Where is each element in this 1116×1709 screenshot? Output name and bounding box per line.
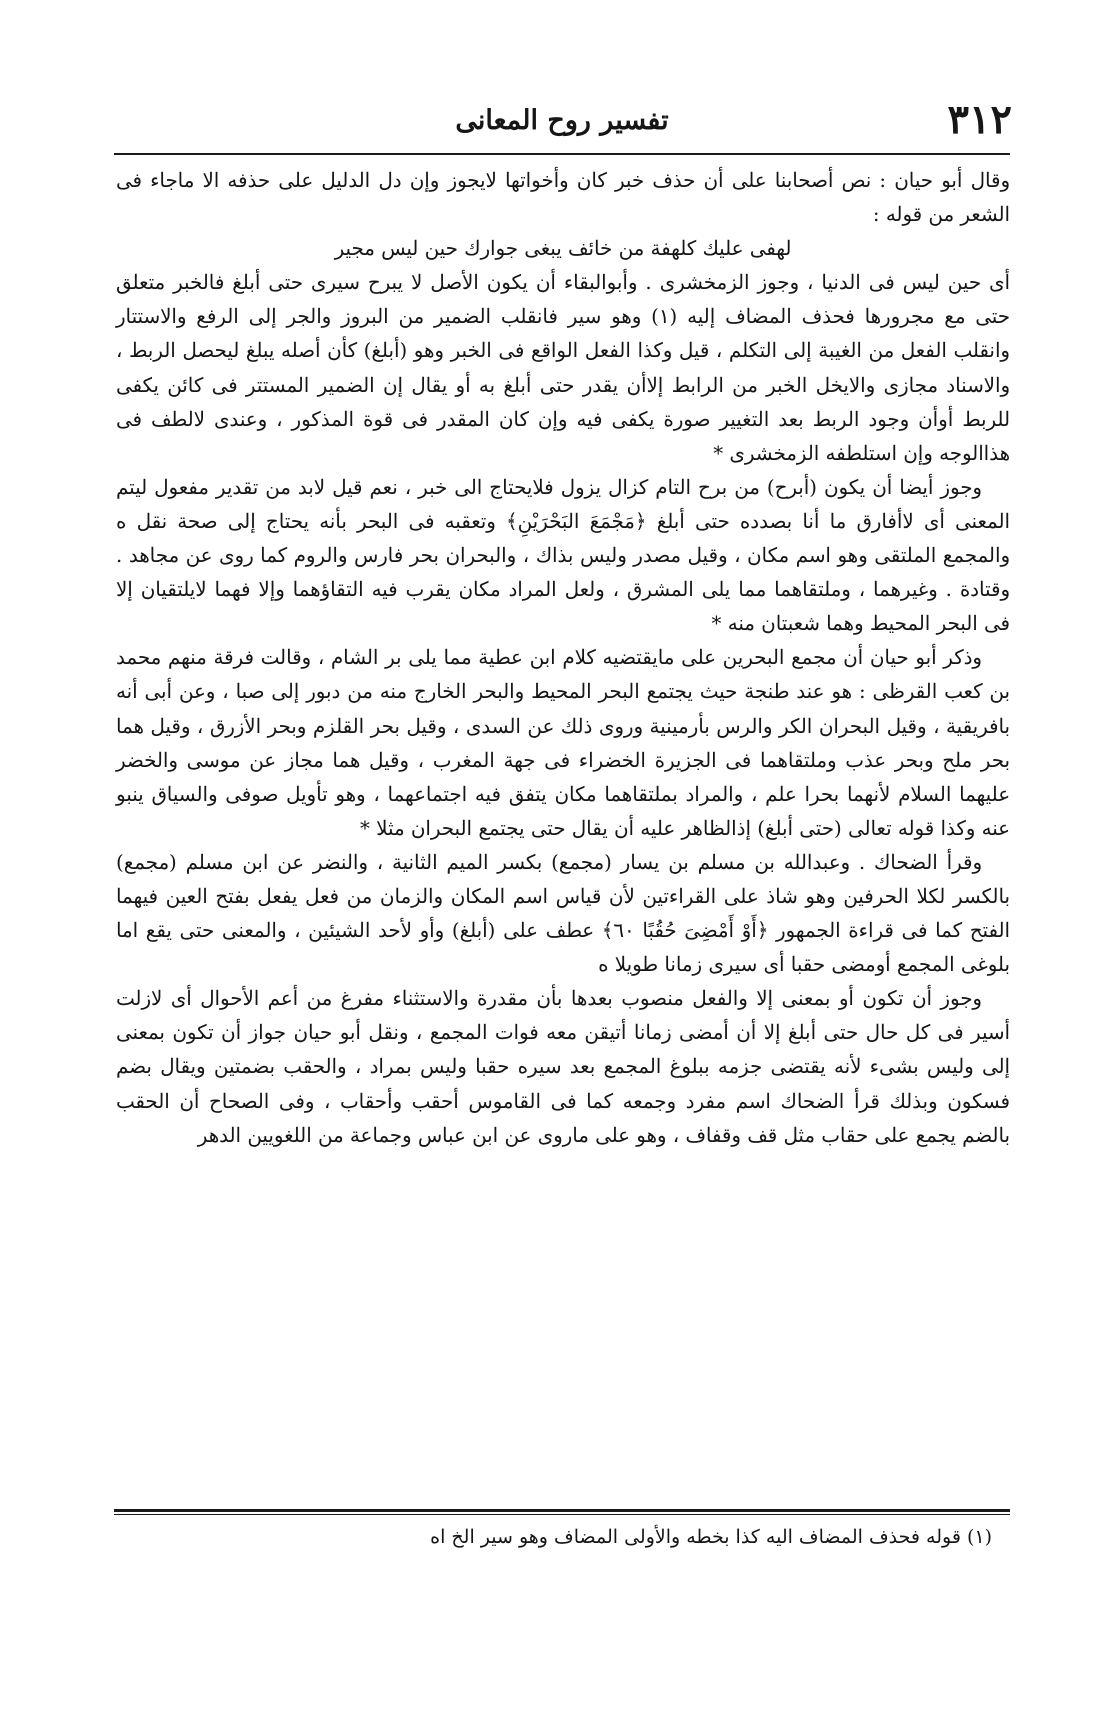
running-title: تفسير روح المعانى	[455, 105, 669, 136]
poetry-verse: لهفى عليك كلهفة من خائف يبغى جوارك حين ليس مجير	[334, 237, 792, 261]
main-text	[116, 164, 1010, 1709]
paragraph-huqub: وجوز أن تكون أو بمعنى إلا والفعل منصوب بعدها بأن مقدرة والاستثناء مفرغ من أعم الأحوال أى لازلت أسير فى كل حال حتى أبلغ إلا أن أمضى زمانا أتيقن معه فوات المجمع ، ونقل أبو حيان جواز أن تكون بمعنى إلى وليس بشىء لأنه يقتضى جزمه ببلوغ المجمع بعد سيره حقبا وليس بمراد ، والحقب بضمتين ويقال بضم فسكون وبذلك قرأ الضحاك اسم مفرد وجمعه كما فى القاموس أحقب وأحقاب ، وفى الصحاح أن الحقب بالضم يجمع على حقاب مثل قف وقفاف ، وهو على ماروى عن ابن عباس وجماعة من اللغويين الدهر	[116, 987, 1010, 1147]
paragraph-abu-hayyan-quote: وقال أبو حيان : نص أصحابنا على أن حذف خبر كان وأخواتها لايجوز وإن دل الدليل على حذفه الا ماجاء فى الشعر من قوله :	[116, 169, 1010, 227]
header-divider	[114, 153, 1010, 155]
page-number: ٣١٢	[947, 96, 1012, 143]
paragraph-zamakhshari-view: أى حين ليس فى الدنيا ، وجوز الزمخشرى . وأبوالبقاء أن يكون الأصل لا يبرح سيرى حتى أبلغ فالخبر متعلق حتى مع مجرورها فحذف المضاف إليه (١) وهو سير فانقلب الضمير من البروز والجر إلى الرفع والاستتار وانقلب الفعل من الغيبة إلى التكلم ، قيل وكذا الفعل الواقع فى الخبر وهو (أبلغ) كأن أصله يبلغ ليحصل الربط ، والاسناد مجازى والايخل الخبر من الرابط إلاأن يقدر حتى أبلغ به أو يقال إن الضمير المستتر فى كائن يكفى للربط أوأن وجود الربط بعد التغيير صورة يكفى فيه وإن كان المقدر فى قوة المذكور ، وعندى لالطف فى هذاالوجه وإن استلطفه الزمخشرى *	[116, 271, 1010, 465]
page-header	[112, 98, 1012, 152]
paragraph-qiraat: وقرأ الضحاك . وعبدالله بن مسلم بن يسار (مجمع) بكسر الميم الثانية ، والنضر عن ابن مسلم (مجمع) بالكسر لكلا الحرفين وهو شاذ على القراءتين لأن قياس اسم المكان والزمان من فعل يفعل بفتح العين فيهما الفتح كما فى قراءة الجمهور ﴿أَوْ أَمْضِىَ حُقُبًا ٦٠﴾ عطف على (أبلغ) وأو لأحد الشيئين ، والمعنى حتى يقع اما بلوغى المجمع أومضى حقبا أى سيرى زمانا طويلا ه	[116, 850, 1010, 977]
footnote-divider	[114, 1509, 1010, 1512]
paragraph-abrah-meaning: وجوز أيضا أن يكون (أبرح) من برح التام كزال يزول فلايحتاج الى خبر ، نعم قيل لابد من تقدير مفعول ليتم المعنى أى لاأفارق ما أنا بصدده حتى أبلغ ﴿مَجْمَعَ البَحْرَيْنِ﴾ وتعقبه فى البحر بأنه يحتاج إلى صحة نقل ه والمجمع الملتقى وهو اسم مكان ، وقيل مصدر وليس بذاك ، والبحران بحر فارس والروم كما روى عن مجاهد . وقتادة . وغيرهما ، وملتقاهما مما يلى المشرق ، ولعل المراد مكان يقرب فيه التقاؤهما وإلا فهما لايلتقيان إلا فى البحر المحيط وهما شعبتان منه *	[116, 475, 1010, 636]
footnote: (١) قوله فحذف المضاف اليه كذا بخطه والأولى المضاف وهو سير الخ اه	[430, 1526, 992, 1548]
paragraph-majma-location: وذكر أبو حيان أن مجمع البحرين على مايقتضيه كلام ابن عطية مما يلى بر الشام ، وقالت فرقة منهم محمد بن كعب القرظى : هو عند طنجة حيث يجتمع البحر المحيط والبحر الخارج منه من دبور إلى صبا ، وعن أبى أنه بافريقية ، وقيل البحران الكر والرس بأرمينية وروى ذلك عن السدى ، وقيل بحر القلزم وبحر الأزرق ، وقيل هما بحر ملح وبحر عذب وملتقاهما فى الجزيرة الخضراء فى جهة المغرب ، وقيل هما مجاز عن موسى والخضر عليهما السلام لأنهما بحرا علم ، والمراد بملتقاهما مكان يتفق فيه اجتماعهما ، وهو تأويل صوفى والسياق ينبو عنه وكذا قوله تعالى (حتى أبلغ) إذالظاهر عليه أن يقال حتى يجتمع البحران مثلا *	[116, 646, 1010, 840]
footnote-divider-thin	[114, 1514, 1010, 1515]
